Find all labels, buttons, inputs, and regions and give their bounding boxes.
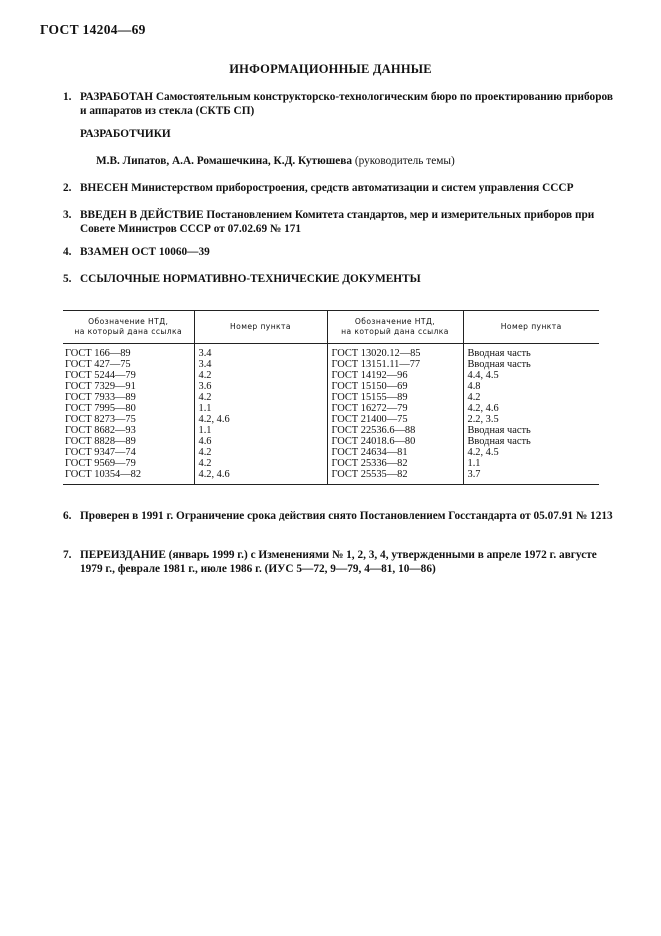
item-2-number: 2. xyxy=(63,182,72,194)
table-row xyxy=(63,392,599,403)
right-item-cell: 4.2 xyxy=(463,392,599,403)
right-item-cell: 1.1 xyxy=(463,458,599,469)
table-row xyxy=(63,458,599,469)
right-item-cell: Вводная часть xyxy=(463,425,599,436)
item-5 xyxy=(63,272,615,286)
left-item-cell: 4.2, 4.6 xyxy=(194,469,327,485)
left-doc-cell: ГОСТ 9569—79 xyxy=(65,458,136,469)
right-doc-cell: ГОСТ 16272—79 xyxy=(327,403,463,414)
table-row xyxy=(63,370,599,381)
table-header-row xyxy=(63,311,599,344)
item-6-number: 6. xyxy=(63,510,72,522)
item-4 xyxy=(63,245,615,259)
item-6 xyxy=(63,509,615,523)
developers-role: (руководитель темы) xyxy=(354,155,455,167)
left-doc-cell: ГОСТ 7995—80 xyxy=(65,403,136,414)
right-doc-cell: ГОСТ 25535—82 xyxy=(327,469,463,485)
left-doc-cell: ГОСТ 9347—74 xyxy=(65,447,136,458)
table-row xyxy=(63,359,599,370)
left-item-cell: 4.2 xyxy=(194,447,327,458)
right-item-cell: Вводная часть xyxy=(463,359,599,370)
right-item-cell: 4.4, 4.5 xyxy=(463,370,599,381)
left-doc-cell: ГОСТ 10354—82 xyxy=(63,469,194,485)
left-item-cell: 3.4 xyxy=(194,344,327,360)
right-item-cell: 4.2, 4.5 xyxy=(463,447,599,458)
table-row xyxy=(63,425,599,436)
item-7-text: ПЕРЕИЗДАНИЕ (январь 1999 г.) с Изменениями № 1, 2, 3, 4, утвержденными в апреле 1972 г. августе 1979 г., феврале 1981 г., июле 1986 г. (ИУС 5—72, 9—79, 4—81, 10—86) xyxy=(80,549,597,575)
left-item-cell: 4.2, 4.6 xyxy=(194,414,327,425)
header-doc-left-line1: Обозначение НТД, xyxy=(88,317,169,326)
right-item-cell: Вводная часть xyxy=(463,344,599,360)
header-doc-right-line2: на который дана ссылка xyxy=(341,327,449,336)
item-3 xyxy=(63,208,615,236)
item-5-text: ССЫЛОЧНЫЕ НОРМАТИВНО-ТЕХНИЧЕСКИЕ ДОКУМЕНТЫ xyxy=(80,273,421,285)
left-doc-cell: ГОСТ 8273—75 xyxy=(65,414,136,425)
item-4-text: ВЗАМЕН ОСТ 10060—39 xyxy=(80,246,210,258)
item-1-number: 1. xyxy=(63,91,72,103)
header-doc-right xyxy=(327,311,463,344)
left-doc-cell: ГОСТ 7933—89 xyxy=(65,392,136,403)
item-3-text: ВВЕДЕН В ДЕЙСТВИЕ Постановлением Комитета стандартов, мер и измерительных приборов при Совете Министров СССР от 07.02.69 № 171 xyxy=(80,209,595,235)
right-item-cell: Вводная часть xyxy=(463,436,599,447)
reference-documents-table xyxy=(63,310,599,485)
item-1-text: РАЗРАБОТАН Самостоятельным конструкторско-технологическим бюро по проектированию приборов и аппаратов из стекла (СКТБ СП) xyxy=(80,91,613,117)
header-doc-left-line2: на который дана ссылка xyxy=(74,327,183,336)
developers-list xyxy=(96,154,455,168)
left-doc-cell: ГОСТ 8682—93 xyxy=(65,425,136,436)
table-row xyxy=(63,469,599,485)
item-3-number: 3. xyxy=(63,209,72,221)
header-item-right: Номер пункта xyxy=(463,311,599,344)
developers-heading: РАЗРАБОТЧИКИ xyxy=(80,128,171,140)
item-7 xyxy=(63,548,615,576)
header-doc-right-line1: Обозначение НТД, xyxy=(354,317,436,326)
right-doc-cell: ГОСТ 21400—75 xyxy=(327,414,463,425)
table-row xyxy=(63,414,599,425)
table-row xyxy=(63,447,599,458)
left-item-cell: 3.4 xyxy=(194,359,327,370)
item-2-text: ВНЕСЕН Министерством приборостроения, средств автоматизации и систем управления СССР xyxy=(80,182,574,194)
left-doc-cell: ГОСТ 166—89 xyxy=(65,348,131,359)
page-title: ИНФОРМАЦИОННЫЕ ДАННЫЕ xyxy=(229,62,432,76)
right-item-cell: 4.2, 4.6 xyxy=(463,403,599,414)
left-item-cell: 4.2 xyxy=(194,458,327,469)
left-item-cell: 1.1 xyxy=(194,425,327,436)
right-doc-cell: ГОСТ 15150—69 xyxy=(327,381,463,392)
right-item-cell: 2.2, 3.5 xyxy=(463,414,599,425)
item-6-text: Проверен в 1991 г. Ограничение срока действия снято Постановлением Госстандарта от 05.07.91 № 1213 xyxy=(80,510,613,522)
left-item-cell: 1.1 xyxy=(194,403,327,414)
item-7-number: 7. xyxy=(63,549,72,561)
document-code-header: ГОСТ 14204—69 xyxy=(40,22,146,37)
developers-names: М.В. Липатов, А.А. Ромашечкина, К.Д. Кутюшева xyxy=(96,155,353,167)
left-item-cell: 4.6 xyxy=(194,436,327,447)
left-doc-cell: ГОСТ 427—75 xyxy=(65,359,131,370)
left-doc-cell: ГОСТ 7329—91 xyxy=(65,381,136,392)
right-doc-cell: ГОСТ 22536.6—88 xyxy=(327,425,463,436)
right-doc-cell: ГОСТ 13020.12—85 xyxy=(327,344,463,360)
right-item-cell: 3.7 xyxy=(463,469,599,485)
right-doc-cell: ГОСТ 25336—82 xyxy=(327,458,463,469)
table-row xyxy=(63,403,599,414)
right-doc-cell: ГОСТ 15155—89 xyxy=(327,392,463,403)
right-doc-cell: ГОСТ 13151.11—77 xyxy=(327,359,463,370)
right-doc-cell: ГОСТ 24634—81 xyxy=(327,447,463,458)
item-5-number: 5. xyxy=(63,273,72,285)
left-doc-cell: ГОСТ 5244—79 xyxy=(65,370,136,381)
item-1 xyxy=(63,90,615,118)
item-2 xyxy=(63,181,615,195)
table-row xyxy=(63,436,599,447)
table-row xyxy=(63,344,599,360)
left-item-cell: 3.6 xyxy=(194,381,327,392)
header-item-left: Номер пункта xyxy=(194,311,327,344)
header-doc-left xyxy=(63,311,194,344)
left-item-cell: 4.2 xyxy=(194,392,327,403)
right-doc-cell: ГОСТ 24018.6—80 xyxy=(327,436,463,447)
left-item-cell: 4.2 xyxy=(194,370,327,381)
left-doc-cell: ГОСТ 8828—89 xyxy=(65,436,136,447)
item-4-number: 4. xyxy=(63,246,72,258)
right-doc-cell: ГОСТ 14192—96 xyxy=(327,370,463,381)
table-row xyxy=(63,381,599,392)
right-item-cell: 4.8 xyxy=(463,381,599,392)
